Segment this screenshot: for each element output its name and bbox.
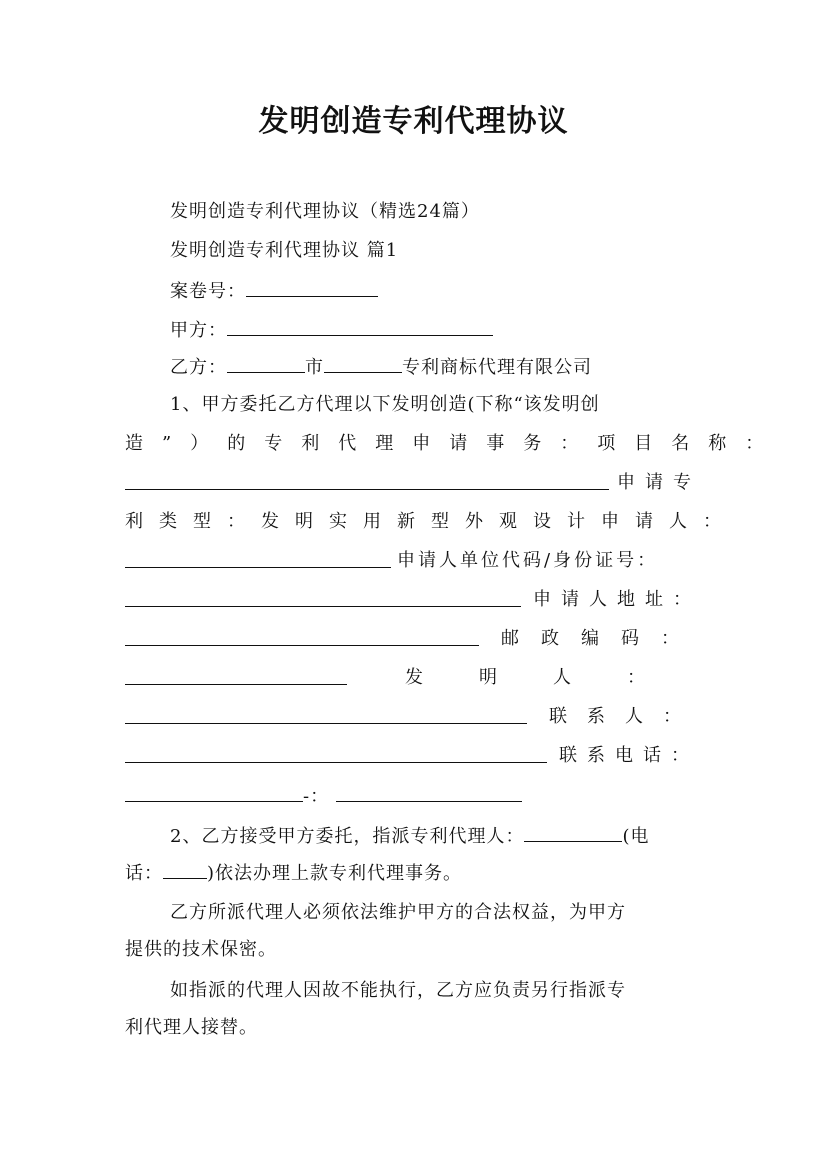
project-name-line <box>125 471 701 495</box>
phone-blank-2 <box>336 783 522 802</box>
contact-label: 联系人： <box>549 706 701 727</box>
party-b-label: 乙方： <box>170 357 227 378</box>
phone-short-blank <box>163 860 207 879</box>
applicant-blank <box>125 549 391 568</box>
agent-blank <box>524 823 622 842</box>
clause-2-text-a: 2、乙方接受甲方委托，指派专利代理人： <box>170 826 525 847</box>
clause-2-text-c: 话： <box>125 863 163 884</box>
address-line <box>125 627 701 651</box>
party-a-line <box>170 317 493 343</box>
clause-2-text-d: )依法办理上款专利代理事务。 <box>207 863 463 884</box>
clause-2-line-2 <box>125 860 462 886</box>
document-subtitle: 发明创造专利代理协议（精选24篇） <box>170 201 480 222</box>
clause-2-text-b: (电 <box>622 826 650 847</box>
postcode-label: 邮政编码： <box>501 628 701 649</box>
party-a-blank <box>227 317 493 336</box>
party-a-label: 甲方： <box>170 320 227 341</box>
document-title: 发明创造专利代理协议 <box>258 104 569 139</box>
inventor-line <box>125 705 701 729</box>
dash-colon: -： <box>303 786 330 807</box>
applicant-line <box>125 549 701 573</box>
case-number-label: 案卷号： <box>170 281 246 302</box>
phone-blank-1 <box>125 783 303 802</box>
inventor-label: 发明人： <box>405 667 701 688</box>
contact-blank <box>125 744 547 763</box>
paragraph-3-line-1: 乙方所派代理人必须依法维护甲方的合法权益，为甲方 <box>170 902 626 923</box>
party-b-city-blank <box>227 354 305 373</box>
paragraph-4-line-1: 如指派的代理人因故不能执行，乙方应负责另行指派专 <box>170 980 626 1001</box>
address-label: 申请人地址： <box>533 589 701 610</box>
clause-1-line-2 <box>125 432 783 456</box>
paragraph-4-line-2: 利代理人接替。 <box>125 1017 258 1038</box>
party-b-line <box>170 354 592 380</box>
clause-1-line-2-text: 造”）的专利代理申请事务：项目名称： <box>125 433 783 454</box>
phone-label: 联系电话： <box>559 745 699 766</box>
case-number-blank <box>246 278 378 297</box>
apply-label: 申请专 <box>617 472 701 493</box>
postcode-blank <box>125 666 347 685</box>
contact-line <box>125 744 701 768</box>
clause-1-line-1: 1、甲方委托乙方代理以下发明创造(下称“该发明创 <box>170 394 600 415</box>
project-name-blank <box>125 471 609 490</box>
address-blank <box>125 627 479 646</box>
patent-type-text: 利类型：发明实用新型外观设计申请人： <box>125 511 737 532</box>
code-blank <box>125 588 521 607</box>
phone-line <box>125 783 522 809</box>
clause-2-line-1 <box>170 823 649 849</box>
party-b-company: 专利商标代理有限公司 <box>402 357 592 378</box>
case-number-line <box>170 278 378 304</box>
inventor-blank <box>125 705 527 724</box>
section-heading: 发明创造专利代理协议 篇1 <box>170 240 399 261</box>
party-b-city: 市 <box>305 357 324 378</box>
postcode-line <box>125 666 701 690</box>
patent-type-line <box>125 510 737 534</box>
party-b-name-blank <box>324 354 402 373</box>
code-line <box>125 588 701 612</box>
paragraph-3-line-2: 提供的技术保密。 <box>125 939 277 960</box>
code-label: 申请人单位代码/身份证号： <box>397 550 659 571</box>
